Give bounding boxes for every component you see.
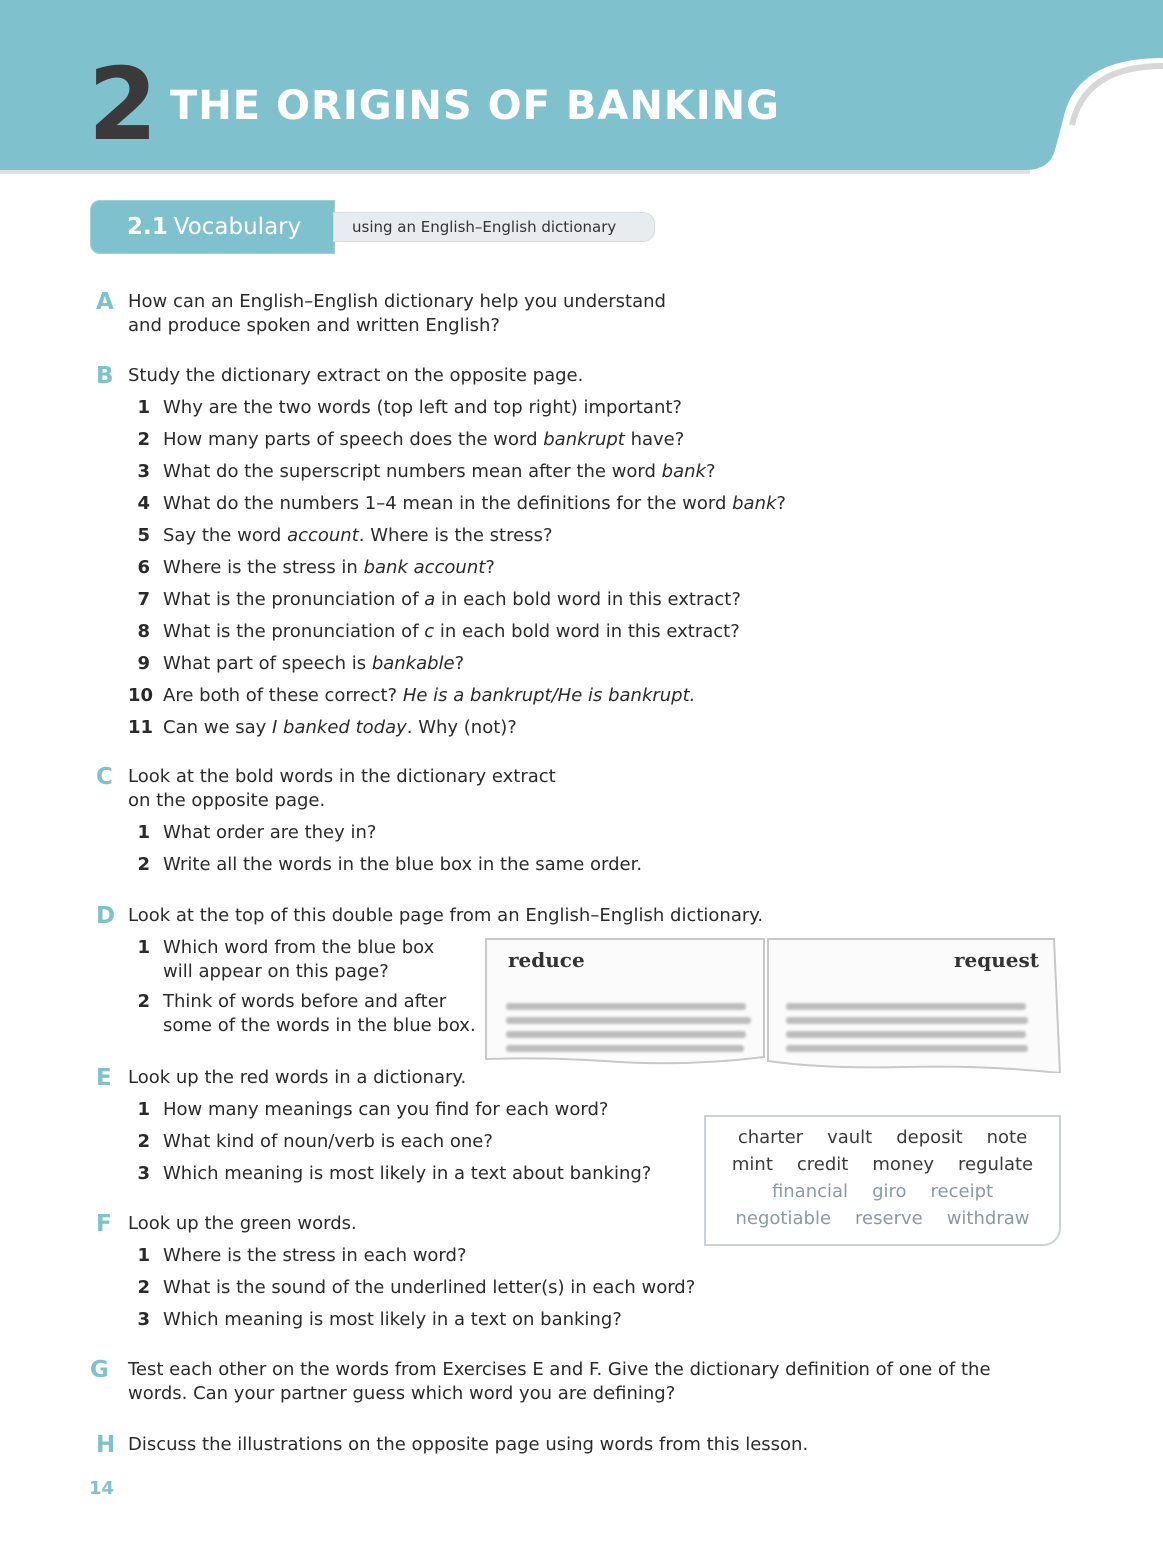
exercise-letter-e: E xyxy=(96,1065,112,1091)
exercise-f-item: What is the sound of the underlined letter(s) in each word? xyxy=(163,1277,696,1298)
item-text: Where is the stress in xyxy=(163,557,364,578)
exercise-b-item xyxy=(163,684,695,708)
exercise-c-item: Write all the words in the blue box in the same order. xyxy=(163,854,643,875)
red-word: vault xyxy=(827,1127,873,1148)
exercise-a-line: How can an English–English dictionary help you understand xyxy=(128,291,666,312)
green-words-row xyxy=(706,1180,1059,1204)
exercise-letter-b: B xyxy=(96,363,114,389)
item-text: ? xyxy=(485,557,495,578)
italic-term: bankrupt xyxy=(543,429,625,450)
exercise-letter-g: G xyxy=(90,1357,109,1383)
section-title: Vocabulary xyxy=(173,214,302,240)
red-words-row xyxy=(706,1126,1059,1150)
unit-number: 2 xyxy=(88,46,154,163)
red-word: regulate xyxy=(958,1154,1034,1175)
green-word: withdraw xyxy=(946,1208,1030,1229)
item-text: ? xyxy=(454,653,465,674)
green-word: receipt xyxy=(930,1181,994,1202)
exercise-b-item xyxy=(163,652,464,676)
page-number: 14 xyxy=(89,1478,115,1499)
exercise-a-line: and produce spoken and written English? xyxy=(128,315,500,336)
red-word: deposit xyxy=(896,1127,963,1148)
exercise-b-item xyxy=(163,524,553,548)
item-text: Why are the two words (top left and top right) important? xyxy=(163,397,682,418)
dictionary-extract xyxy=(484,937,1062,1073)
italic-term: a xyxy=(424,589,436,610)
exercise-g-line: Test each other on the words from Exercises E and F. Give the dictionary definition of one of the xyxy=(128,1359,991,1380)
dictionary-headword-left: reduce xyxy=(508,948,585,972)
item-number: 8 xyxy=(137,621,150,642)
item-number: 2 xyxy=(137,429,150,450)
item-number: 1 xyxy=(137,937,150,958)
item-number: 6 xyxy=(137,557,150,578)
italic-term: He is a bankrupt/He is bankrupt. xyxy=(402,685,696,706)
item-text: . Why (not)? xyxy=(406,717,517,738)
red-word: money xyxy=(872,1154,935,1175)
item-number: 3 xyxy=(137,1163,150,1184)
section-tag xyxy=(90,200,335,254)
exercise-h-text: Discuss the illustrations on the opposite page using words from this lesson. xyxy=(128,1434,809,1455)
item-text: What is the pronunciation of xyxy=(163,589,425,610)
exercise-d-item: some of the words in the blue box. xyxy=(163,1015,476,1036)
item-number: 10 xyxy=(128,685,154,706)
exercise-b-intro: Study the dictionary extract on the opposite page. xyxy=(128,365,584,386)
item-number: 1 xyxy=(137,1099,150,1120)
item-text: Are both of these correct? xyxy=(163,685,403,706)
item-number: 3 xyxy=(137,461,150,482)
exercise-d-item: Think of words before and after xyxy=(163,991,447,1012)
blurred-text-line xyxy=(786,1045,1028,1052)
green-words-row xyxy=(706,1207,1059,1231)
exercise-g-line: words. Can your partner guess which word you are defining? xyxy=(128,1383,676,1404)
exercise-b-item xyxy=(163,556,495,580)
exercise-e-item: Which meaning is most likely in a text about banking? xyxy=(163,1163,652,1184)
exercise-e-item: How many meanings can you find for each word? xyxy=(163,1099,609,1120)
red-word: note xyxy=(986,1127,1028,1148)
unit-title: THE ORIGINS OF BANKING xyxy=(170,83,780,129)
item-text: Can we say xyxy=(163,717,273,738)
green-word: giro xyxy=(872,1181,907,1202)
exercise-b-item xyxy=(163,620,740,644)
italic-term: bank account xyxy=(363,557,486,578)
italic-term: I banked today xyxy=(272,717,407,738)
item-number: 2 xyxy=(137,854,150,875)
exercise-b-item xyxy=(163,396,682,420)
blurred-text-line xyxy=(506,1045,744,1052)
exercise-b-item xyxy=(163,716,517,740)
exercise-b-item xyxy=(163,492,786,516)
item-number: 2 xyxy=(137,991,150,1012)
red-word: mint xyxy=(731,1154,773,1175)
blurred-text-line xyxy=(506,1017,751,1024)
italic-term: account xyxy=(287,525,359,546)
section-subtitle: using an English–English dictionary xyxy=(333,212,655,242)
item-text: in each bold word in this extract? xyxy=(434,621,740,642)
exercise-letter-c: C xyxy=(96,764,113,790)
word-box xyxy=(704,1115,1061,1246)
item-text: . Where is the stress? xyxy=(358,525,553,546)
item-number: 4 xyxy=(137,493,150,514)
red-word: charter xyxy=(737,1127,804,1148)
italic-term: bank xyxy=(661,461,706,482)
exercise-letter-h: H xyxy=(96,1432,116,1458)
exercise-c-line: Look at the bold words in the dictionary extract xyxy=(128,766,556,787)
section-number: 2.1 xyxy=(127,214,168,240)
item-number: 2 xyxy=(137,1131,150,1152)
exercise-c-item: What order are they in? xyxy=(163,822,377,843)
italic-term: c xyxy=(424,621,435,642)
blurred-text-line xyxy=(786,1003,1026,1010)
exercise-e-intro: Look up the red words in a dictionary. xyxy=(128,1067,467,1088)
dictionary-headword-right: request xyxy=(954,948,1040,972)
item-number: 11 xyxy=(128,717,154,738)
item-text: What do the numbers 1–4 mean in the definitions for the word xyxy=(163,493,733,514)
exercise-f-item: Where is the stress in each word? xyxy=(163,1245,467,1266)
exercise-letter-a: A xyxy=(96,289,114,315)
blurred-text-line xyxy=(506,1031,746,1038)
italic-term: bank xyxy=(732,493,777,514)
exercise-d-intro: Look at the top of this double page from an English–English dictionary. xyxy=(128,905,764,926)
exercise-b-item xyxy=(163,428,684,452)
exercise-letter-f: F xyxy=(96,1211,112,1237)
item-number: 5 xyxy=(137,525,150,546)
green-word: negotiable xyxy=(735,1208,832,1229)
item-number: 3 xyxy=(137,1309,150,1330)
exercise-d-item: Which word from the blue box xyxy=(163,937,435,958)
blurred-text-line xyxy=(506,1003,746,1010)
item-number: 1 xyxy=(137,822,150,843)
item-text: ? xyxy=(705,461,716,482)
green-word: reserve xyxy=(855,1208,923,1229)
red-word: credit xyxy=(796,1154,849,1175)
italic-term: bankable xyxy=(371,653,455,674)
item-number: 9 xyxy=(137,653,150,674)
item-number: 2 xyxy=(137,1277,150,1298)
item-text: Say the word xyxy=(163,525,288,546)
exercise-b-item xyxy=(163,588,741,612)
item-number: 1 xyxy=(137,1245,150,1266)
exercise-f-item: Which meaning is most likely in a text on banking? xyxy=(163,1309,622,1330)
item-text: What is the pronunciation of xyxy=(163,621,425,642)
item-text: ? xyxy=(776,493,786,514)
item-text: have? xyxy=(624,429,685,450)
exercise-letter-d: D xyxy=(96,903,116,929)
exercise-b-item xyxy=(163,460,716,484)
blurred-text-line xyxy=(786,1031,1026,1038)
exercise-f-intro: Look up the green words. xyxy=(128,1213,357,1234)
exercise-e-item: What kind of noun/verb is each one? xyxy=(163,1131,493,1152)
red-words-row xyxy=(706,1153,1059,1177)
blurred-text-line xyxy=(786,1017,1028,1024)
exercise-c-line: on the opposite page. xyxy=(128,790,326,811)
item-text: How many parts of speech does the word xyxy=(163,429,544,450)
item-number: 1 xyxy=(137,397,150,418)
item-number: 7 xyxy=(137,589,150,610)
item-text: What part of speech is xyxy=(163,653,372,674)
item-text: in each bold word in this extract? xyxy=(435,589,741,610)
green-word: financial xyxy=(771,1181,849,1202)
item-text: What do the superscript numbers mean after the word xyxy=(163,461,662,482)
exercise-d-item: will appear on this page? xyxy=(163,961,389,982)
